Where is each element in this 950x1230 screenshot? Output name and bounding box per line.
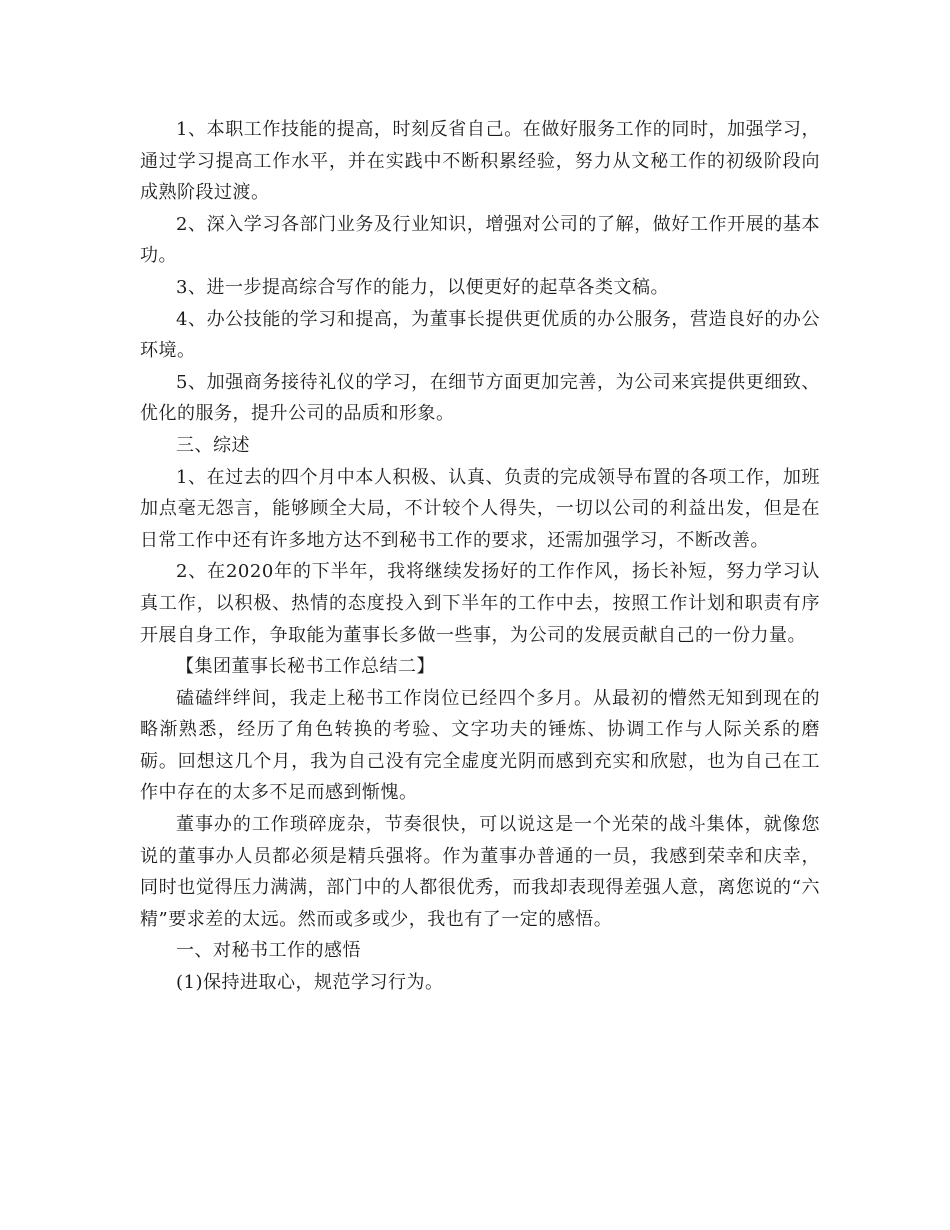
paragraph-industry-knowledge: 2、深入学习各部门业务及行业知识，增强对公司的了解，做好工作开展的基本功。 bbox=[140, 213, 820, 267]
paragraph-skill-improvement: 1、本职工作技能的提高，时刻反省自己。在做好服务工作的同时，加强学习，通过学习提高工作水平，并在实践中不断积累经验，努力从文秘工作的初级阶段向成熟阶段过渡。 bbox=[140, 119, 820, 204]
paragraph-summary-future: 2、在2020年的下半年，我将继续发扬好的工作作风，扬长补短，努力学习认真工作，以积极、热情的态度投入到下半年的工作中去，按照工作计划和职责有序开展自身工作，争取能为董事长多做一些事，为公司的发展贡献自己的一份力量。 bbox=[140, 561, 820, 646]
paragraph-writing-ability: 3、进一步提高综合写作的能力，以便更好的起草各类文稿。 bbox=[176, 276, 669, 298]
paragraph-summary-past: 1、在过去的四个月中本人积极、认真、负责的完成领导布置的各项工作，加班加点毫无怨言，能够顾全大局，不计较个人得失，一切以公司的利益出发，但是在日常工作中还有许多地方达不到秘书工作的要求，还需加强学习，不断改善。 bbox=[140, 466, 820, 551]
paragraph-office-description: 董事办的工作琐碎庞杂，节奏很快，可以说这是一个光荣的战斗集体，就像您说的董事办人员都必须是精兵强将。作为董事办普通的一员，我感到荣幸和庆幸，同时也觉得压力满满，部门中的人都很优秀，而我却表现得差强人意，离您说的“六精”要求差的太远。然而或多或少，我也有了一定的感悟。 bbox=[140, 814, 820, 930]
paragraph-business-etiquette: 5、加强商务接待礼仪的学习，在细节方面更加完善，为公司来宾提供更细致、优化的服务，提升公司的品质和形象。 bbox=[140, 371, 820, 425]
paragraph-intro-reflection: 磕磕绊绊间，我走上秘书工作岗位已经四个多月。从最初的懵然无知到现在的略渐熟悉，经历了角色转换的考验、文字功夫的锤炼、协调工作与人际关系的磨砺。回想这几个月，我为自己没有完全虚度光阴而感到充实和欣慰，也为自己在工作中存在的太多不足而感到惭愧。 bbox=[140, 687, 820, 804]
document-title-part-two: 【集团董事长秘书工作总结二】 bbox=[176, 656, 435, 678]
list-item-progress: (1)保持进取心，规范学习行为。 bbox=[176, 972, 444, 994]
section-heading-insights: 一、对秘书工作的感悟 bbox=[176, 940, 361, 962]
paragraph-office-skills: 4、办公技能的学习和提高，为董事长提供更优质的办公服务，营造良好的办公环境。 bbox=[140, 308, 820, 362]
document-body bbox=[140, 114, 820, 999]
section-heading-summary: 三、综述 bbox=[176, 434, 250, 456]
